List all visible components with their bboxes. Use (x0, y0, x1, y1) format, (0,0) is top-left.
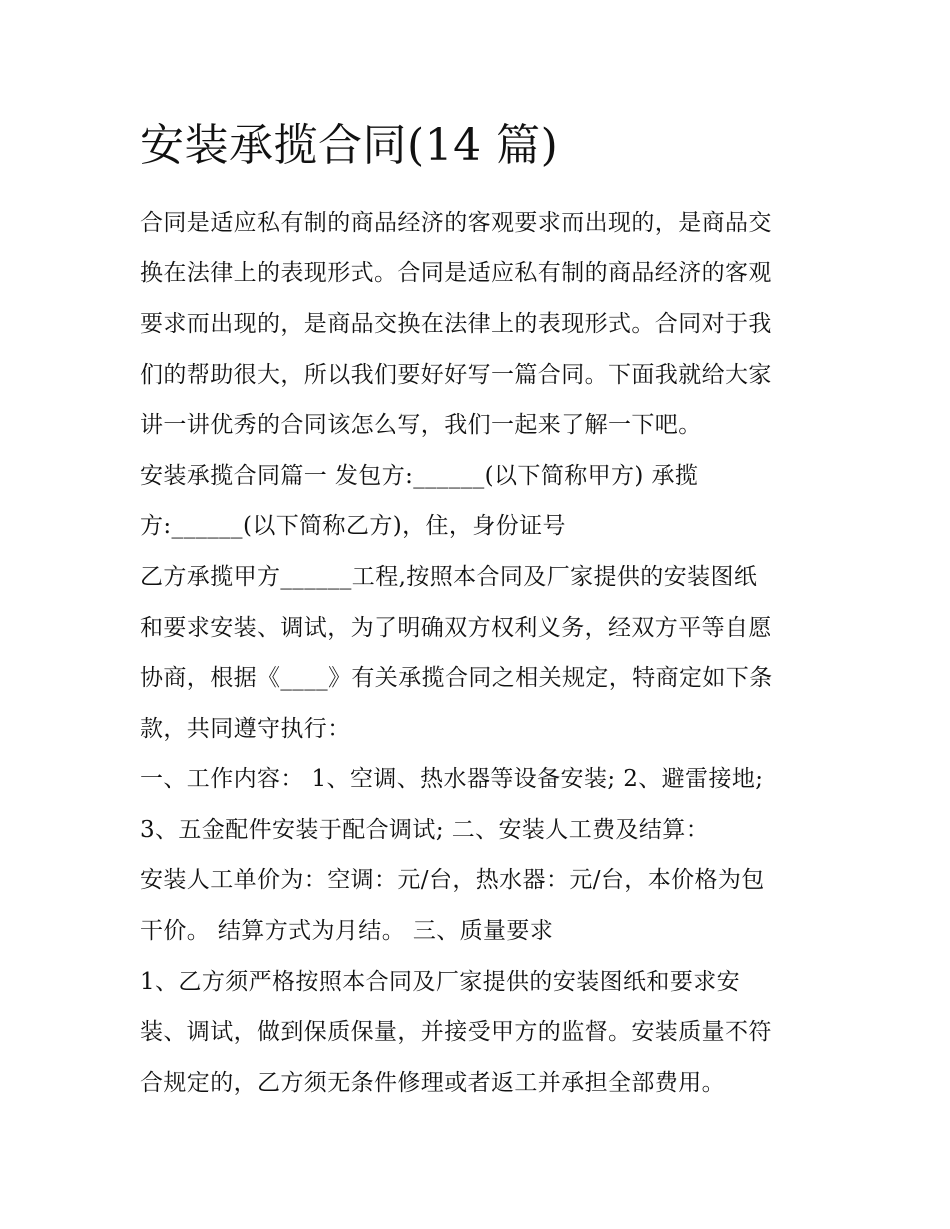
paragraph-line-1: 合同是适应私有制的商品经济的客观要求而出现的，是商品交 (140, 210, 772, 236)
document-title: 安装承揽合同(14 篇) (140, 120, 559, 171)
paragraph-line-11: 款，共同遵守执行： (140, 716, 351, 742)
paragraph-line-6: 安装承揽合同篇一 发包方:______(以下简称甲方) 承揽 (140, 463, 699, 489)
paragraph-line-7: 方:______(以下简称乙方)，住，身份证号 (140, 513, 566, 539)
paragraph-line-5: 讲一讲优秀的合同该怎么写，我们一起来了解一下吧。 (140, 412, 702, 438)
paragraph-line-13: 3、五金配件安装于配合调试; 二、安装人工费及结算： (140, 817, 710, 843)
paragraph-line-3: 要求而出现的，是商品交换在法律上的表现形式。合同对于我 (140, 311, 772, 337)
paragraph-line-10: 协商，根据《____》有关承揽合同之相关规定，特商定如下条 (140, 665, 773, 691)
paragraph-line-9: 和要求安装、调试，为了明确双方权利义务，经双方平等自愿 (140, 615, 772, 641)
paragraph-line-2: 换在法律上的表现形式。合同是适应私有制的商品经济的客观 (140, 260, 772, 286)
paragraph-line-17: 装、调试，做到保质保量，并接受甲方的监督。安装质量不符 (140, 1019, 772, 1045)
paragraph-line-12: 一、工作内容： 1、空调、热水器等设备安装; 2、避雷接地; (140, 766, 764, 792)
paragraph-line-4: 们的帮助很大，所以我们要好好写一篇合同。下面我就给大家 (140, 362, 772, 388)
paragraph-line-8: 乙方承揽甲方______工程,按照本合同及厂家提供的安装图纸 (140, 564, 758, 590)
paragraph-line-14: 安装人工单价为：空调：元/台，热水器：元/台，本价格为包 (140, 867, 765, 893)
paragraph-line-18: 合规定的，乙方须无条件修理或者返工并承担全部费用。 (140, 1070, 725, 1096)
paragraph-line-16: 1、乙方须严格按照本合同及厂家提供的安装图纸和要求安 (140, 969, 741, 995)
paragraph-line-15: 干价。 结算方式为月结。 三、质量要求 (140, 918, 554, 944)
